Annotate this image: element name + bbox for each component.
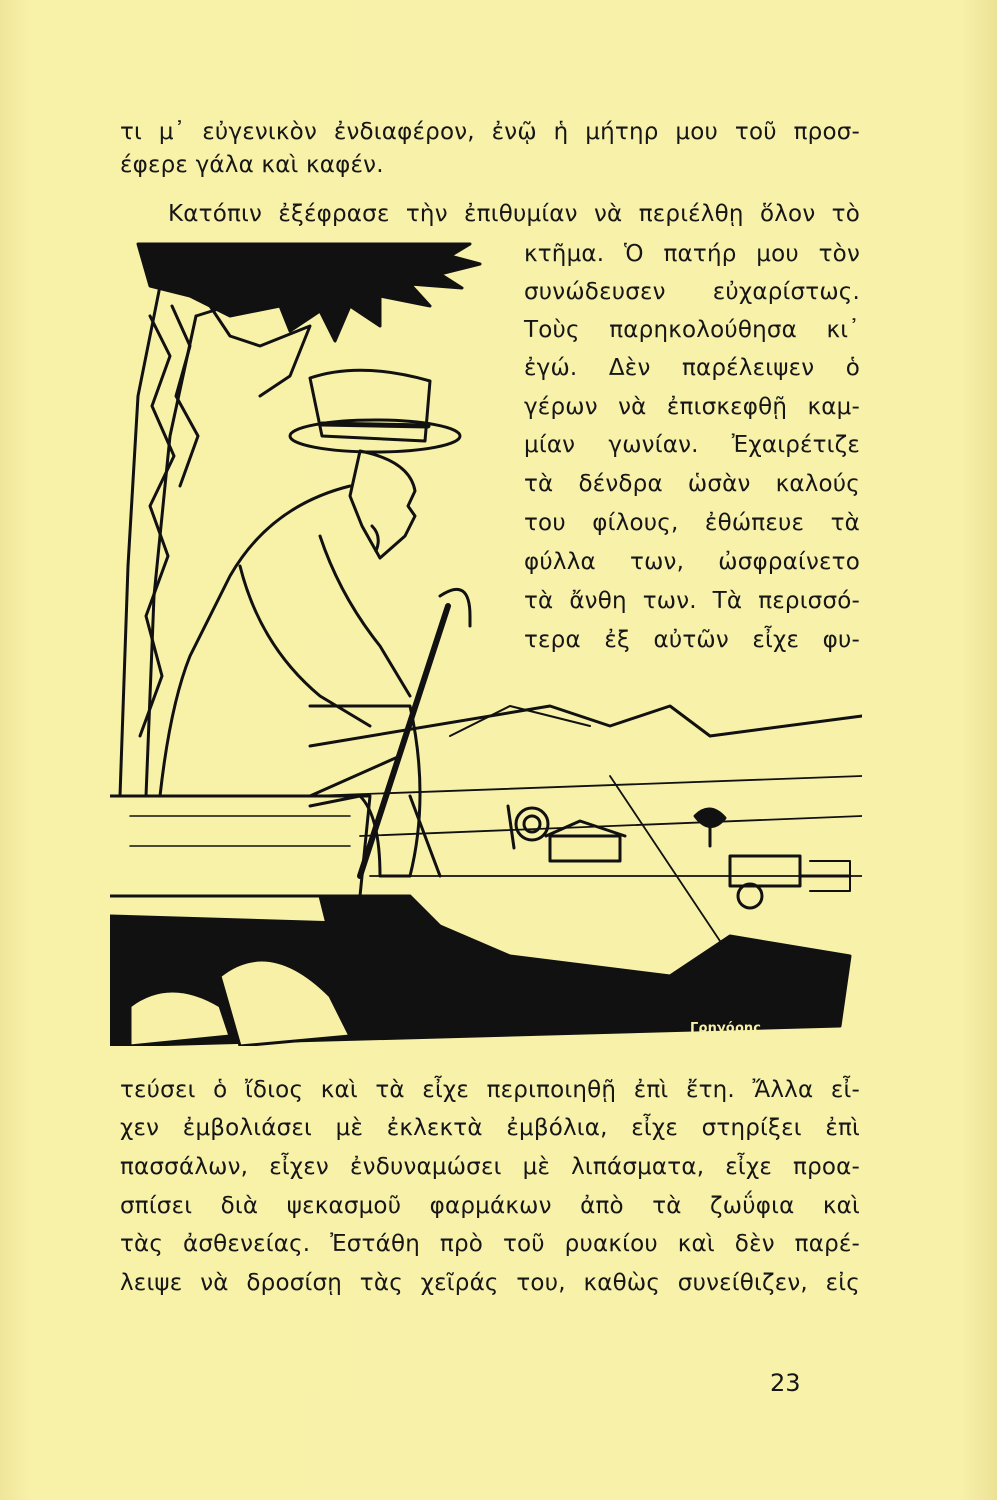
text-line: φύλλα των, ὠσφραίνετο xyxy=(524,549,860,575)
text-line: τεύσει ὁ ἴδιος καὶ τὰ εἶχε περιποιηθῇ ἐπὶ ἔτη. Ἄλλα εἶ- xyxy=(120,1077,860,1103)
text-line: τι μ᾿ εὐγενικὸν ἐνδιαφέρον, ἐνῷ ἡ μήτηρ μου τοῦ προσ- xyxy=(120,119,860,145)
text-line: γέρων νὰ ἐπισκεφθῇ καμ- xyxy=(524,394,860,420)
text-line: έφερε γάλα καὶ καφέν. xyxy=(120,152,384,178)
text-line: συνώδευσεν εὐχαρίστως. xyxy=(524,279,860,305)
text-line: τὰ δένδρα ὡσὰν καλούς xyxy=(524,471,860,497)
text-line: τὰ ἄνθη των. Τὰ περισσό- xyxy=(524,588,860,614)
text-line: τὰς ἀσθενείας. Ἐστάθη πρὸ τοῦ ρυακίου καὶ δὲν παρέ- xyxy=(120,1231,860,1257)
illustration-signature: Γρηγόρης xyxy=(690,1021,761,1036)
text-line: τερα ἐξ αὐτῶν εἶχε φυ- xyxy=(524,627,860,653)
text-line: ἐγώ. Δὲν παρέλειψεν ὁ xyxy=(524,355,860,381)
page-number: 23 xyxy=(770,1369,801,1397)
text-line: λειψε νὰ δροσίσῃ τὰς χεῖράς του, καθὼς συνείθιζεν, εἰς xyxy=(120,1270,860,1296)
text-line: του φίλους, ἐθώπευε τὰ xyxy=(524,510,860,536)
text-line: Κατόπιν ἐξέφρασε τὴν ἐπιθυμίαν νὰ περιέλθῃ ὅλον τὸ xyxy=(168,201,860,227)
text-line: Τοὺς παρηκολούθησα κι᾿ xyxy=(524,317,860,343)
text-line: σπίσει διὰ ψεκασμοῦ φαρμάκων ἀπὸ τὰ ζωΰφια καὶ xyxy=(120,1193,860,1219)
text-line: κτῆμα. Ὁ πατήρ μου τὸν xyxy=(524,241,860,267)
text-line: μίαν γωνίαν. Ἐχαιρέτιζε xyxy=(524,432,860,458)
text-line: χεν ἐμβολιάσει μὲ ἐκλεκτὰ ἐμβόλια, εἶχε στηρίξει ἐπὶ xyxy=(120,1115,860,1141)
text-line: πασσάλων, εἶχεν ἐνδυναμώσει μὲ λιπάσματα, εἶχε προα- xyxy=(120,1154,860,1180)
old-man-illustration xyxy=(110,236,862,1046)
